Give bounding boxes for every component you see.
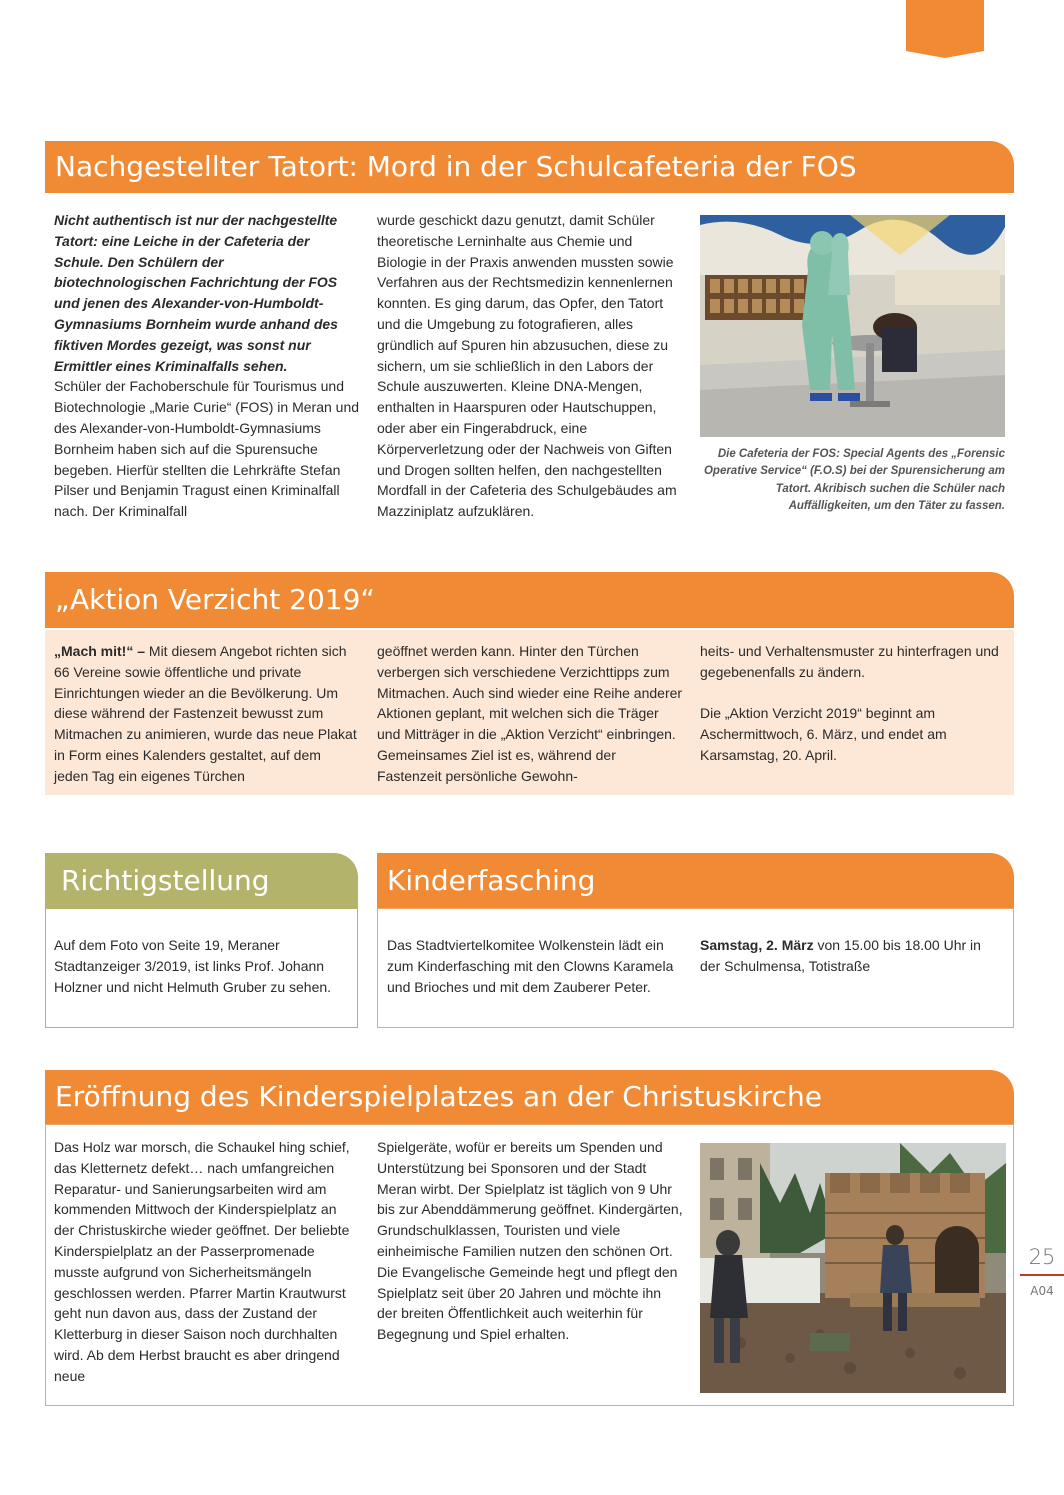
richtigstellung-text bbox=[54, 935, 349, 997]
kinderfasching-date-rest: von 15.00 bis 18.00 Uhr in der Schulmensa, Totistraße bbox=[700, 937, 981, 974]
kinderfasching-date bbox=[700, 935, 1005, 977]
aktion-verzicht-column-1 bbox=[54, 641, 359, 787]
aktion-verzicht-column-2 bbox=[377, 641, 683, 787]
photo-caption-tatort: Die Cafeteria der FOS: Special Agents des „Forensic Operative Service“ (F.O.S) bei der Spurensicherung am Tatort. Akribisch suchen die Schüler nach Auffälligkeiten, um den Täter zu fassen. bbox=[703, 448, 1005, 513]
aktion-verzicht-lead: „Mach mit!“ – bbox=[54, 643, 146, 659]
spielplatz-column-2 bbox=[377, 1137, 683, 1345]
article-tatort-lead: Nicht authentisch ist nur der nachgestellte Tatort: eine Leiche in der Cafeteria der Schule. Den Schülern der biotechnologischen Fachrichtung der FOS und jenen des Alexander-von-Humboldt-Gymnasiums Bornheim wurde anhand des fiktiven Mordes gezeigt, was sonst nur Ermittler eines Kriminalfalls sehen. bbox=[54, 212, 338, 374]
article-title-kinderfasching: Kinderfasching bbox=[377, 853, 1014, 908]
aktion-verzicht-rest: Mit diesem Angebot richten sich 66 Vereine sowie öffentliche und private Einrichtungen wieder an die Bevölkerung. Um diese während der Fastenzeit bewusst zum Mitmachen zu animieren, wurde das neue Plakat in Form eines Kalenders gestaltet, auf dem jeden Tag ein eigenes Türchen bbox=[54, 643, 357, 784]
aktion-verzicht-text-2: geöffnet werden kann. Hinter den Türchen verbergen sich verschiedene Verzichttipps zum Mitmachen. Auch sind wieder eine Reihe anderer Aktionen geplant, mit welchen sich die Träger und Mitträger in die „Aktion Verzicht“ einbringen. Gemeinsames Ziel ist es, während der Fastenzeit persönliche Gewohn- bbox=[377, 643, 683, 784]
spielplatz-column-1 bbox=[54, 1137, 359, 1387]
page-corner-tab bbox=[906, 0, 984, 58]
playground-photo bbox=[700, 1143, 1006, 1393]
kinderfasching-column-1 bbox=[387, 935, 683, 997]
kinderfasching-body: Das Stadtviertelkomitee Wolkenstein lädt ein zum Kinderfasching mit den Clowns Karamela und Brioches und mit dem Zauberer Peter. bbox=[387, 937, 674, 995]
kinderfasching-column-2 bbox=[700, 935, 1005, 977]
article-tatort-body-1: Schüler der Fachoberschule für Tourismus und Biotechnologie „Marie Curie“ (FOS) in Meran und des Alexander-von-Humboldt-Gymnasiums Bornheim haben sich auf die Spurensuche begeben. Hierfür stellten die Lehrkräfte Stefan Pilser und Benjamin Tragust einen Kriminalfall nach. Der Kriminalfall bbox=[54, 378, 360, 520]
aktion-verzicht-text-4: Die „Aktion Verzicht 2019“ beginnt am Aschermittwoch, 6. März, und endet am Karsamstag, 20. April. bbox=[700, 705, 947, 763]
article-tatort-body-2: wurde geschickt dazu genutzt, damit Schüler theoretische Lerninhalte aus Chemie und Biologie in der Praxis anwenden mussten sowie Verfahren aus der Rechtsmedizin kennenlernen konnten. Es ging darum, das Opfer, den Tatort und die Umgebung zu fotografieren, alles gründlich auf Spuren hin abzusuchen, diese zu sichern, um sie schließlich in den Labors der Schule auszuwerten. Kleine DNA-Mengen, enthalten in Haarspuren oder Hautschuppen, oder aber ein Fingerabdruck, eine Körperverletzung oder der Nachweis von Giften und Drogen sollten helfen, den nachgestellten Mordfall in der Cafeteria des Schulgebäudes am Mazziniplatz aufzuklären. bbox=[377, 212, 677, 520]
page-code: A04 bbox=[1030, 1284, 1054, 1298]
article-title-tatort: Nachgestellter Tatort: Mord in der Schulcafeteria der FOS bbox=[45, 141, 1014, 193]
cafeteria-crime-scene-photo bbox=[700, 215, 1005, 437]
article-tatort-column-1 bbox=[54, 210, 359, 522]
richtigstellung-body: Auf dem Foto von Seite 19, Meraner Stadtanzeiger 3/2019, ist links Prof. Johann Holzner und nicht Helmuth Gruber zu sehen. bbox=[54, 937, 332, 995]
page-number-rule bbox=[1020, 1274, 1064, 1276]
page-number: 25 bbox=[1028, 1245, 1056, 1269]
article-title-aktion-verzicht: „Aktion Verzicht 2019“ bbox=[45, 572, 1014, 628]
article-title-spielplatz: Eröffnung des Kinderspielplatzes an der Christuskirche bbox=[45, 1070, 1014, 1124]
article-tatort-column-2 bbox=[377, 210, 683, 522]
kinderfasching-date-bold: Samstag, 2. März bbox=[700, 937, 814, 953]
spielplatz-body-2: Spielgeräte, wofür er bereits um Spenden und Unterstützung bei Sponsoren und der Stadt Meran wirbt. Der Spielplatz ist täglich von 9 Uhr bis zur Abenddämmerung geöffnet. Kindergärten, Grundschulklassen, Touristen und viele einheimische Familien nutzen den schönen Ort. Die Evangelische Gemeinde hegt und pflegt den Spielplatz seit über 20 Jahren und möchte ihn der breiten Öffentlichkeit auch weiterhin für Begegnung und Spiel erhalten. bbox=[377, 1139, 683, 1343]
spielplatz-body-1: Das Holz war morsch, die Schaukel hing schief, das Kletternetz defekt… nach umfangreichen Reparatur- und Sanierungsarbeiten wird am kommenden Mittwoch der Kinderspielplatz an der Christuskirche wieder geöffnet. Der beliebte Kinderspielplatz an der Passerpromenade musste aufgrund von Sicherheitsmängeln geschlossen werden. Pfarrer Martin Krautwurst geht nun davon aus, dass der Zustand der Kletterburg in dieser Saison noch durchhalten wird. Ab dem Herbst braucht es aber dringend neue bbox=[54, 1139, 350, 1384]
aktion-verzicht-text-3: heits- und Verhaltensmuster zu hinterfragen und gegebenenfalls zu ändern. bbox=[700, 643, 999, 680]
aktion-verzicht-text-1 bbox=[54, 641, 359, 787]
aktion-verzicht-column-3 bbox=[700, 641, 1005, 766]
article-title-richtigstellung: Richtigstellung bbox=[45, 853, 358, 908]
